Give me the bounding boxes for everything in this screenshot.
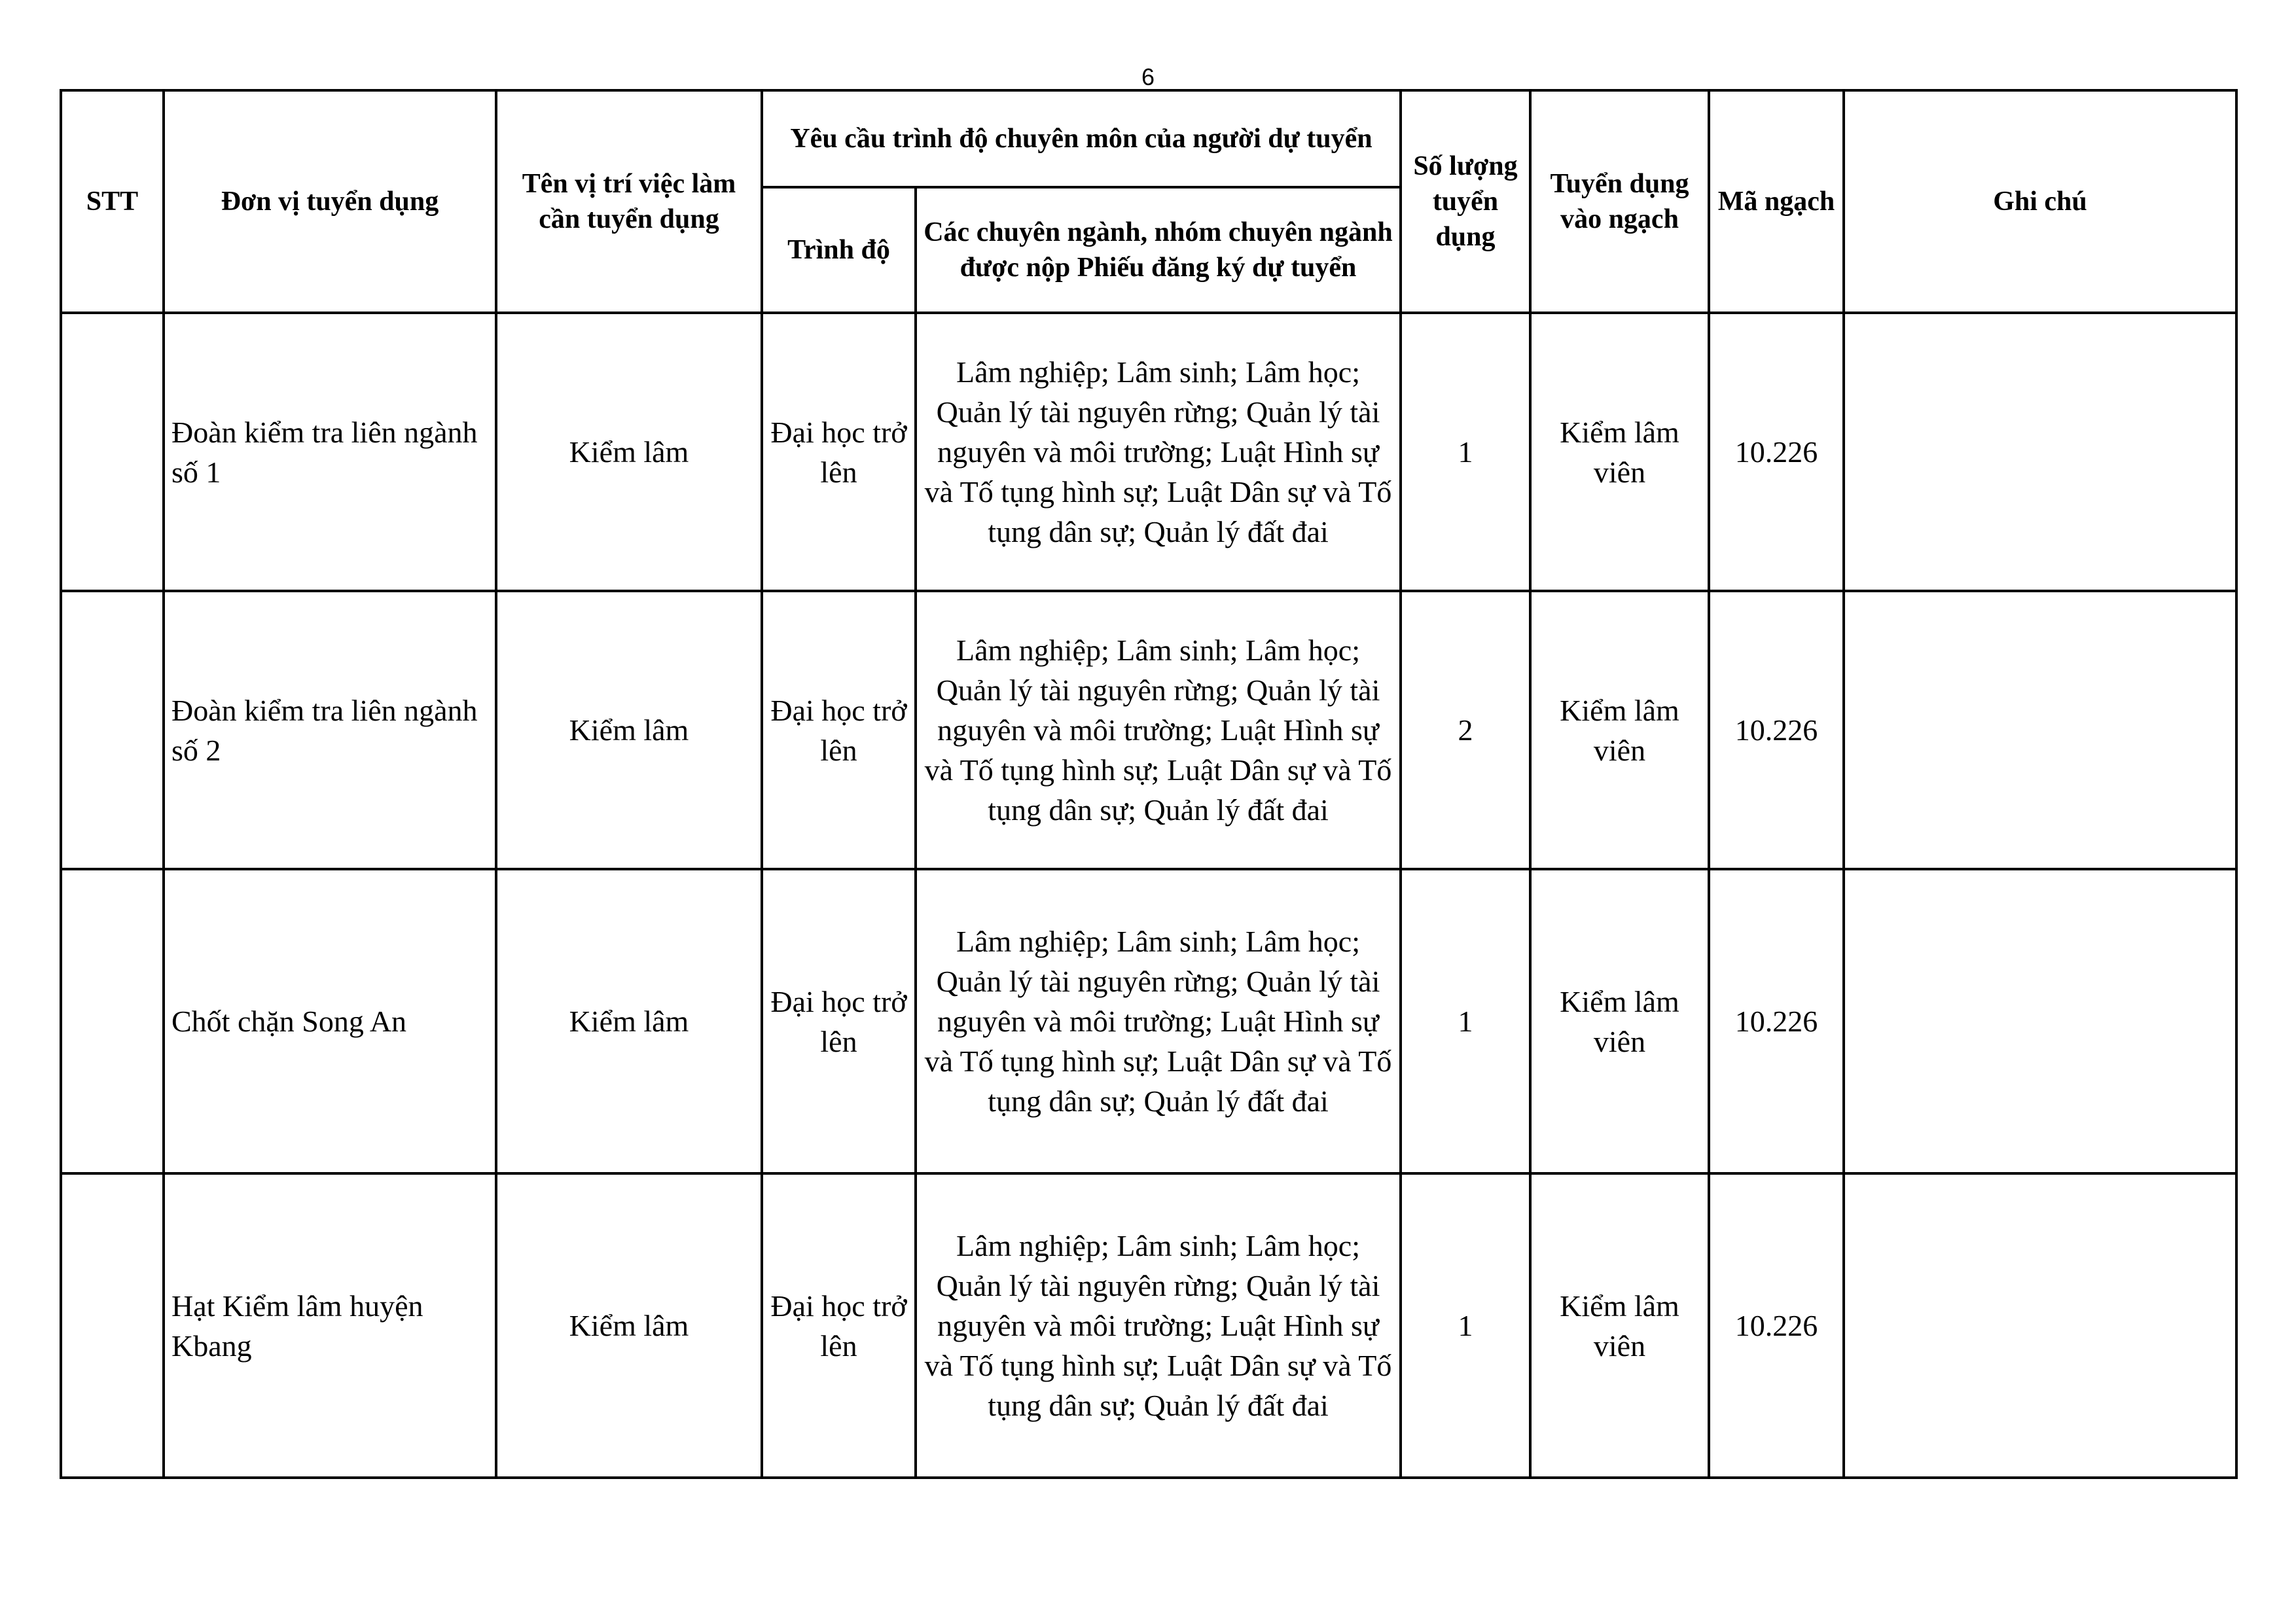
page-number: 6: [1141, 63, 1155, 90]
table-row: [61, 1173, 2236, 1478]
cell-position: Kiểm lâm: [496, 313, 762, 591]
cell-stt: [61, 591, 164, 869]
header-requirements-group: Yêu cầu trình độ chuyên môn của người dự tuyển: [762, 90, 1401, 187]
cell-code: 10.226: [1709, 591, 1844, 869]
cell-category: Kiểm lâm viên: [1530, 313, 1709, 591]
cell-code: 10.226: [1709, 869, 1844, 1173]
header-stt: STT: [61, 90, 164, 313]
header-unit: Đơn vị tuyển dụng: [164, 90, 496, 313]
cell-majors: Lâm nghiệp; Lâm sinh; Lâm học; Quản lý tài nguyên rừng; Quản lý tài nguyên và môi trường; Luật Hình sự và Tố tụng hình sự; Luật Dân sự và Tố tụng dân sự; Quản lý đất đai: [916, 869, 1401, 1173]
cell-note: [1844, 1173, 2236, 1478]
header-note: Ghi chú: [1844, 90, 2236, 313]
cell-stt: [61, 313, 164, 591]
cell-majors: Lâm nghiệp; Lâm sinh; Lâm học; Quản lý tài nguyên rừng; Quản lý tài nguyên và môi trường; Luật Hình sự và Tố tụng hình sự; Luật Dân sự và Tố tụng dân sự; Quản lý đất đai: [916, 1173, 1401, 1478]
cell-unit: Đoàn kiểm tra liên ngành số 1: [164, 313, 496, 591]
cell-quantity: 1: [1401, 313, 1530, 591]
cell-position: Kiểm lâm: [496, 869, 762, 1173]
cell-majors: Lâm nghiệp; Lâm sinh; Lâm học; Quản lý tài nguyên rừng; Quản lý tài nguyên và môi trường; Luật Hình sự và Tố tụng hình sự; Luật Dân sự và Tố tụng dân sự; Quản lý đất đai: [916, 591, 1401, 869]
cell-stt: [61, 869, 164, 1173]
cell-note: [1844, 591, 2236, 869]
cell-category: Kiểm lâm viên: [1530, 869, 1709, 1173]
cell-level: Đại học trở lên: [762, 1173, 916, 1478]
cell-note: [1844, 869, 2236, 1173]
header-level: Trình độ: [762, 187, 916, 313]
header-majors: Các chuyên ngành, nhóm chuyên ngành được nộp Phiếu đăng ký dự tuyển: [916, 187, 1401, 313]
table-row: [61, 869, 2236, 1173]
cell-majors: Lâm nghiệp; Lâm sinh; Lâm học; Quản lý tài nguyên rừng; Quản lý tài nguyên và môi trường; Luật Hình sự và Tố tụng hình sự; Luật Dân sự và Tố tụng dân sự; Quản lý đất đai: [916, 313, 1401, 591]
cell-unit: Đoàn kiểm tra liên ngành số 2: [164, 591, 496, 869]
cell-position: Kiểm lâm: [496, 1173, 762, 1478]
cell-level: Đại học trở lên: [762, 869, 916, 1173]
recruitment-table: [60, 89, 2238, 1479]
header-position: Tên vị trí việc làm cần tuyển dụng: [496, 90, 762, 313]
cell-unit: Hạt Kiểm lâm huyện Kbang: [164, 1173, 496, 1478]
cell-position: Kiểm lâm: [496, 591, 762, 869]
header-code: Mã ngạch: [1709, 90, 1844, 313]
cell-level: Đại học trở lên: [762, 313, 916, 591]
cell-unit: Chốt chặn Song An: [164, 869, 496, 1173]
cell-category: Kiểm lâm viên: [1530, 1173, 1709, 1478]
cell-category: Kiểm lâm viên: [1530, 591, 1709, 869]
header-quantity: Số lượng tuyển dụng: [1401, 90, 1530, 313]
header-row: [61, 90, 2236, 187]
cell-note: [1844, 313, 2236, 591]
header-category: Tuyển dụng vào ngạch: [1530, 90, 1709, 313]
cell-code: 10.226: [1709, 1173, 1844, 1478]
table-row: [61, 591, 2236, 869]
table-row: [61, 313, 2236, 591]
cell-level: Đại học trở lên: [762, 591, 916, 869]
cell-code: 10.226: [1709, 313, 1844, 591]
cell-stt: [61, 1173, 164, 1478]
cell-quantity: 2: [1401, 591, 1530, 869]
cell-quantity: 1: [1401, 1173, 1530, 1478]
cell-quantity: 1: [1401, 869, 1530, 1173]
